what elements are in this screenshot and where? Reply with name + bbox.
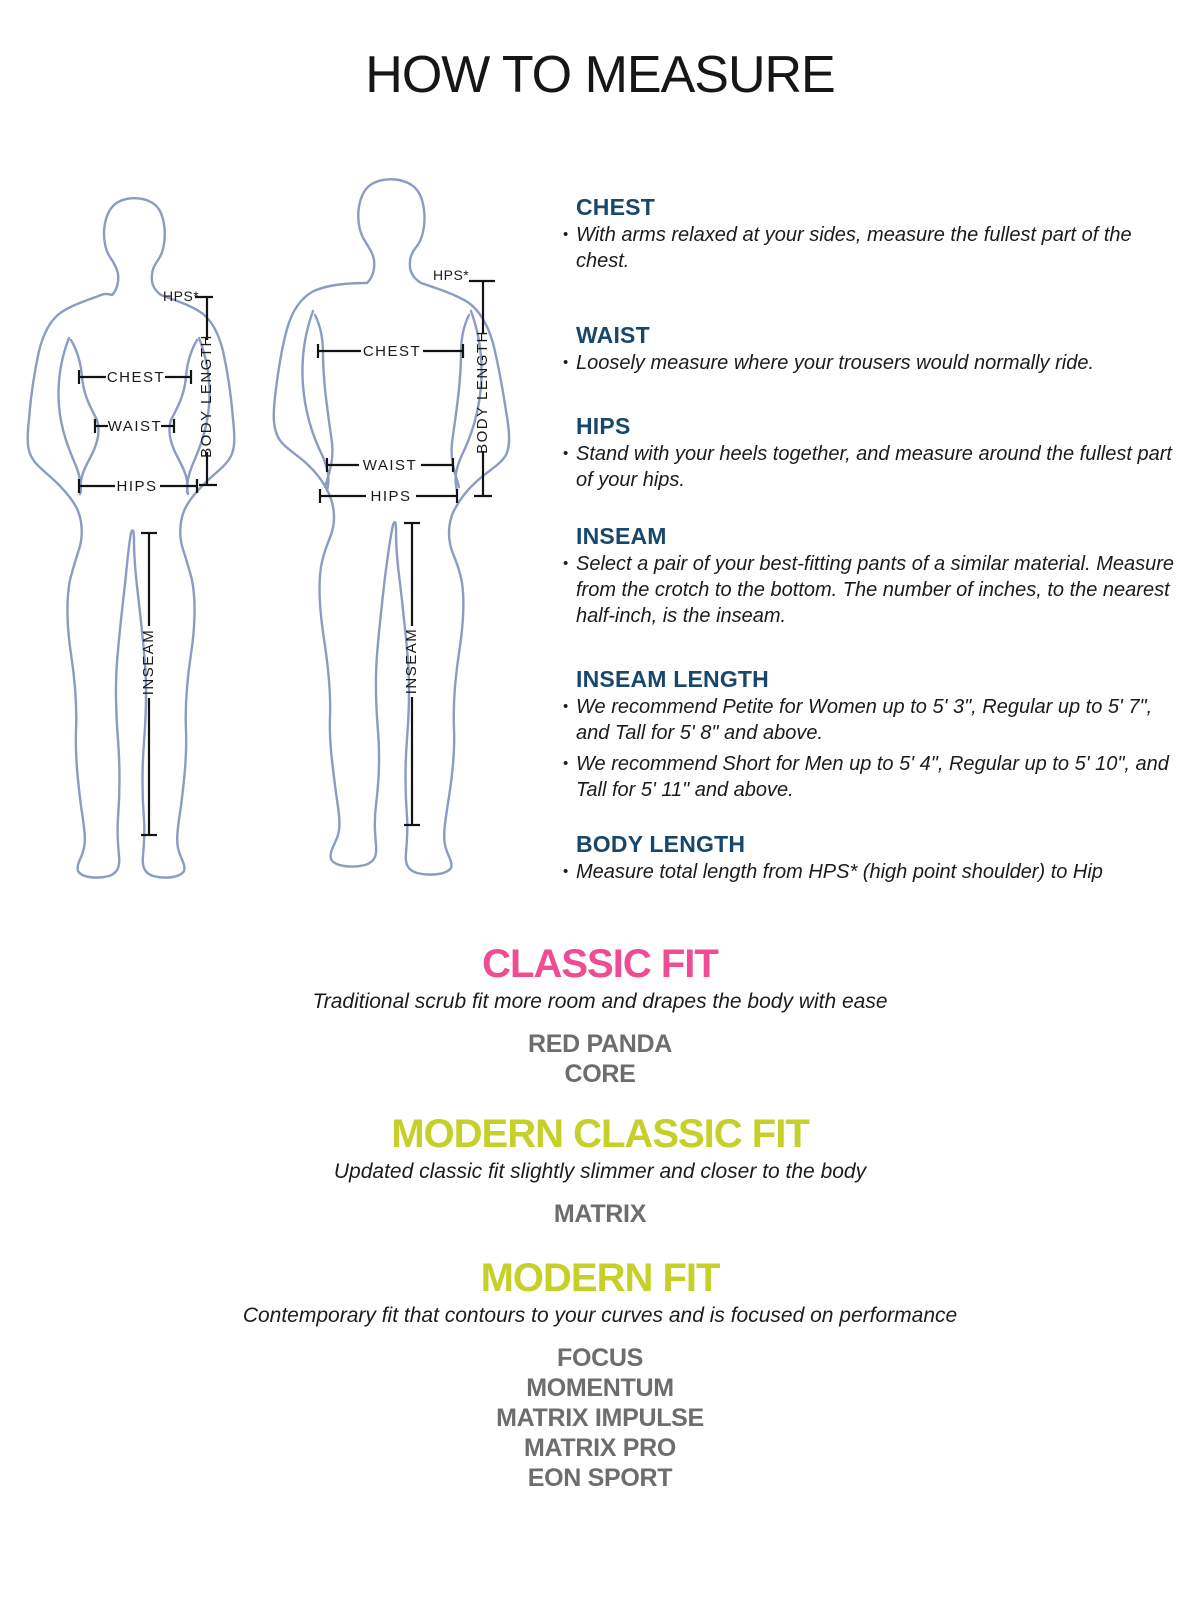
section-heading: CHEST [576, 194, 655, 220]
bullet-dot: • [563, 863, 569, 880]
fit-section-modern [0, 1256, 1200, 1493]
measure-section-inseam-length [563, 666, 1177, 803]
female-figure-diagram [15, 180, 240, 890]
fit-name: MODERN CLASSIC FIT [391, 1112, 809, 1156]
section-heading: WAIST [576, 322, 650, 348]
male-hips-label: HIPS [370, 488, 412, 505]
fit-section-classic [0, 942, 1200, 1089]
product-line: FOCUS [556, 1344, 643, 1372]
bullet-dot: • [563, 226, 569, 243]
bullet-item [563, 551, 1177, 629]
female-body-outline [28, 198, 235, 877]
fit-product-lines [0, 1343, 1200, 1493]
female-waist-label: WAIST [107, 418, 163, 435]
product-line: MATRIX [553, 1200, 647, 1228]
section-heading: INSEAM [576, 523, 667, 549]
bullet-item [563, 751, 1177, 803]
bullet-item [563, 859, 1177, 885]
bullet-item [563, 441, 1177, 493]
male-waist-label: WAIST [362, 457, 418, 474]
measure-instructions [563, 194, 1177, 890]
product-line: MATRIX IMPULSE [496, 1404, 704, 1432]
female-hips-label: HIPS [116, 478, 158, 495]
fit-description: Updated classic fit slightly slimmer and closer to the body [333, 1160, 867, 1183]
bullet-dot: • [563, 555, 569, 572]
fit-section-modern-classic [0, 1112, 1200, 1229]
bullet-item [563, 222, 1177, 274]
bullet-text: Stand with your heels together, and measure around the fullest part of your hips. [576, 443, 1172, 491]
bullet-dot: • [563, 354, 569, 371]
bullet-text: We recommend Short for Men up to 5' 4", Regular up to 5' 10", and Tall for 5' 11" and above. [576, 753, 1169, 801]
female-hps-label: HPS* [163, 288, 200, 304]
measure-section-inseam [563, 523, 1177, 629]
bullet-item [563, 694, 1177, 746]
fit-product-lines [0, 1029, 1200, 1089]
product-line: CORE [564, 1060, 636, 1088]
section-heading: INSEAM LENGTH [576, 666, 769, 692]
female-inseam-label: INSEAM [139, 628, 157, 696]
fit-name: CLASSIC FIT [482, 942, 718, 986]
fit-product-lines [0, 1199, 1200, 1229]
fit-name: MODERN FIT [480, 1256, 720, 1300]
fit-description: Contemporary fit that contours to your curves and is focused on performance [242, 1304, 958, 1327]
bullet-item [563, 350, 1177, 376]
bullet-dot: • [563, 698, 569, 715]
bullet-text: With arms relaxed at your sides, measure the fullest part of the chest. [576, 224, 1132, 272]
male-hps-label: HPS* [433, 267, 470, 283]
male-figure-diagram [255, 163, 540, 883]
bullet-text: We recommend Petite for Women up to 5' 3", Regular up to 5' 7", and Tall for 5' 8" and above. [576, 696, 1153, 744]
bullet-text: Measure total length from HPS* (high point shoulder) to Hip [576, 861, 1103, 883]
bullet-dot: • [563, 755, 569, 772]
fit-description: Traditional scrub fit more room and drapes the body with ease [312, 990, 888, 1013]
bullet-text: Loosely measure where your trousers would normally ride. [576, 352, 1095, 374]
measure-section-body-length [563, 831, 1177, 885]
product-line: EON SPORT [527, 1464, 673, 1492]
bullet-dot: • [563, 445, 569, 462]
section-heading: HIPS [576, 413, 631, 439]
bullet-text: Select a pair of your best-fitting pants of a similar material. Measure from the crotch to the bottom. The number of inches, to the nearest half-inch, is the inseam. [576, 553, 1175, 627]
male-inseam-label: INSEAM [402, 627, 420, 695]
measure-section-waist [563, 322, 1177, 376]
male-chest-label: CHEST [362, 343, 422, 360]
female-chest-label: CHEST [106, 369, 166, 386]
male-body-outline [274, 179, 509, 874]
product-line: RED PANDA [527, 1030, 673, 1058]
female-body-length-label: BODY LENGTH [197, 334, 215, 458]
product-line: MATRIX PRO [523, 1434, 677, 1462]
product-line: MOMENTUM [526, 1374, 674, 1402]
section-heading: BODY LENGTH [576, 831, 746, 857]
measure-section-chest [563, 194, 1177, 274]
female-measurement-marks [79, 288, 217, 835]
measure-section-hips [563, 413, 1177, 493]
male-body-length-label: BODY LENGTH [473, 330, 491, 454]
page-title: HOW TO MEASURE [365, 46, 835, 104]
